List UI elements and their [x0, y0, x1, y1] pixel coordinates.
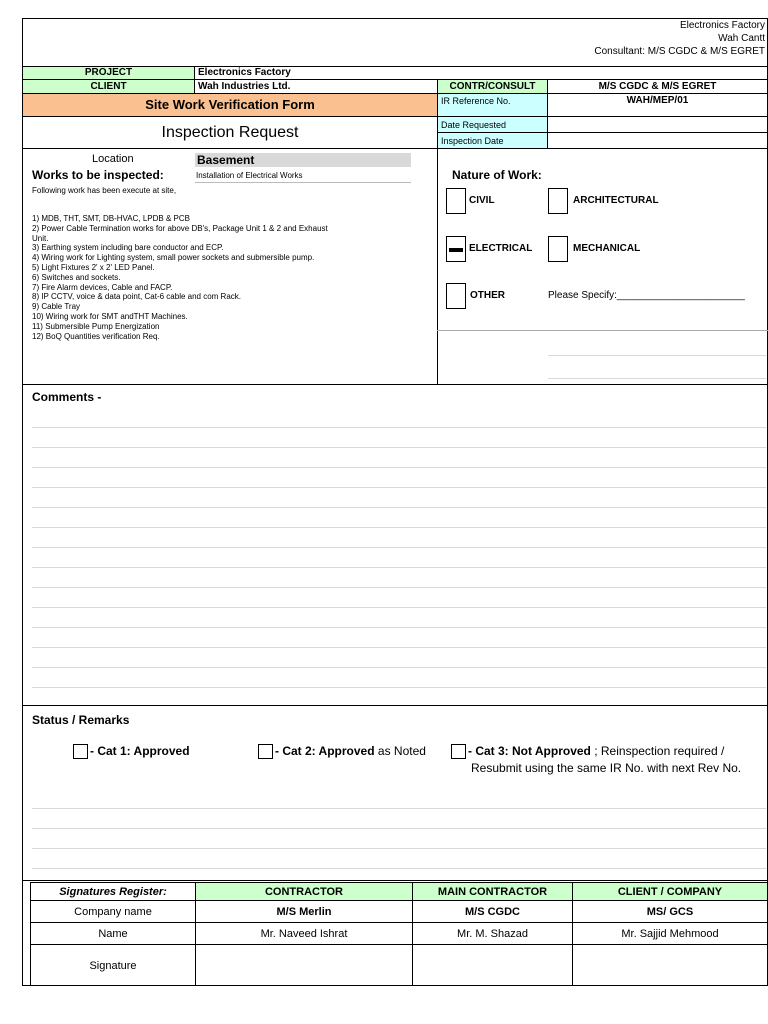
- cat3-label: - Cat 3: Not Approved ; Reinspection required /: [468, 744, 725, 758]
- list-item: 1) MDB, THT, SMT, DB-HVAC, LPDB & PCB: [32, 214, 190, 223]
- other-checkbox[interactable]: [446, 283, 466, 309]
- header-line-1: Electronics Factory: [679, 20, 765, 31]
- nature-blank-line: [548, 378, 766, 379]
- client-label: CLIENT: [22, 79, 195, 94]
- inspection-date-value[interactable]: [547, 132, 768, 149]
- checked-mark-icon: [449, 248, 463, 252]
- signatures-top-border: [22, 880, 768, 881]
- works-value: Installation of Electrical Works: [196, 171, 303, 180]
- nature-blank-line: [548, 355, 766, 356]
- works-value-underline: [195, 182, 411, 183]
- works-label: Works to be inspected:: [32, 168, 164, 182]
- cat1-label: - Cat 1: Approved: [90, 744, 190, 758]
- list-item: 6) Switches and sockets.: [32, 272, 121, 282]
- project-value: Electronics Factory: [194, 66, 768, 80]
- form-title: Site Work Verification Form: [22, 93, 438, 117]
- header-block: [540, 19, 765, 58]
- header-line-3: Consultant: M/S CGDC & M/S EGRET: [594, 46, 765, 57]
- signature-client[interactable]: [572, 944, 768, 986]
- company-contractor: M/S Merlin: [195, 900, 413, 923]
- list-item: 4) Wiring work for Lighting system, small power sockets and submersible pump.: [32, 253, 315, 263]
- main-contractor-header: MAIN CONTRACTOR: [412, 882, 573, 901]
- nature-divider: [437, 330, 768, 331]
- electrical-label: ELECTRICAL: [469, 243, 533, 254]
- name-label: Name: [30, 922, 196, 945]
- civil-checkbox[interactable]: [446, 188, 466, 214]
- cat3-line-2: Resubmit using the same IR No. with next Rev No.: [471, 761, 742, 775]
- list-item: 3) Earthing system including bare conductor and ECP.: [32, 243, 224, 253]
- works-intro: Following work has been execute at site,: [32, 186, 177, 195]
- signatures-register-label: Signatures Register:: [30, 882, 196, 901]
- other-label: OTHER: [470, 290, 505, 301]
- status-label: Status / Remarks: [32, 713, 130, 727]
- architectural-checkbox[interactable]: [548, 188, 568, 214]
- signature-main-contractor[interactable]: [412, 944, 573, 986]
- name-contractor: Mr. Naveed Ishrat: [195, 922, 413, 945]
- nature-title: Nature of Work:: [452, 168, 542, 182]
- company-name-label: Company name: [30, 900, 196, 923]
- header-line-2: Wah Cantt: [718, 33, 765, 44]
- electrical-checkbox[interactable]: [446, 236, 466, 262]
- list-item: 9) Cable Tray: [32, 302, 81, 312]
- cat2-checkbox[interactable]: [258, 744, 273, 759]
- list-item: 10) Wiring work for SMT andTHT Machines.: [32, 311, 188, 321]
- works-bottom-border: [22, 384, 768, 385]
- signature-contractor[interactable]: [195, 944, 413, 986]
- architectural-label: ARCHITECTURAL: [573, 195, 659, 206]
- please-specify[interactable]: Please Specify:_______________________: [548, 290, 745, 301]
- date-requested-label: Date Requested: [437, 116, 548, 133]
- client-value: Wah Industries Ltd.: [194, 79, 438, 94]
- client-company-header: CLIENT / COMPANY: [572, 882, 768, 901]
- inspection-date-label: Inspection Date: [437, 132, 548, 149]
- contr-value: M/S CGDC & M/S EGRET: [547, 79, 768, 94]
- mechanical-checkbox[interactable]: [548, 236, 568, 262]
- location-value: Basement: [195, 153, 411, 167]
- works-divider: [437, 148, 438, 384]
- comments-bottom-border: [22, 705, 768, 706]
- inspection-request-title: Inspection Request: [22, 116, 438, 149]
- list-item: 8) IP CCTV, voice & data point, Cat-6 cable and com Rack.: [32, 292, 241, 302]
- list-item: 7) Fire Alarm devices, Cable and FACP.: [32, 282, 173, 292]
- cat3-checkbox[interactable]: [451, 744, 466, 759]
- company-main-contractor: M/S CGDC: [412, 900, 573, 923]
- comments-label: Comments -: [32, 390, 102, 404]
- name-client: Mr. Sajjid Mehmood: [572, 922, 768, 945]
- contr-label: CONTR/CONSULT: [437, 79, 548, 94]
- contractor-header: CONTRACTOR: [195, 882, 413, 901]
- cat2-label: - Cat 2: Approved as Noted: [275, 744, 426, 758]
- name-main-contractor: Mr. M. Shazad: [412, 922, 573, 945]
- cat1-checkbox[interactable]: [73, 744, 88, 759]
- company-client: MS/ GCS: [572, 900, 768, 923]
- ir-reference-label: IR Reference No.: [437, 93, 548, 117]
- ir-reference-value: WAH/MEP/01: [547, 93, 768, 117]
- location-label: Location: [92, 153, 134, 165]
- list-item: 11) Submersible Pump Energization: [32, 321, 160, 331]
- list-item: Unit.: [32, 233, 49, 243]
- mechanical-label: MECHANICAL: [573, 243, 641, 254]
- list-item: 12) BoQ Quantities verification Req.: [32, 331, 160, 341]
- civil-label: CIVIL: [469, 195, 495, 206]
- signature-label: Signature: [30, 944, 196, 986]
- list-item: 2) Power Cable Termination works for above DB's, Package Unit 1 & 2 and Exhaust: [32, 223, 328, 233]
- date-requested-value[interactable]: [547, 116, 768, 133]
- list-item: 5) Light Fixtures 2' x 2' LED Panel.: [32, 262, 155, 272]
- works-list: [32, 214, 432, 341]
- project-label: PROJECT: [22, 66, 195, 80]
